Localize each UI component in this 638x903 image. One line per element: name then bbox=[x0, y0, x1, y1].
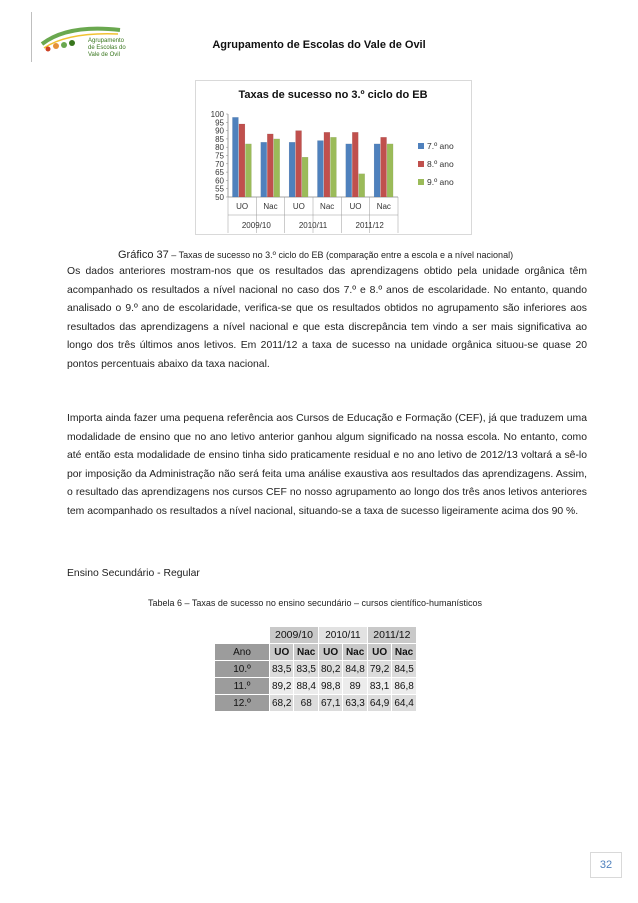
paragraph-2: Importa ainda fazer uma pequena referência aos Cursos de Educação e Formação (CEF), já que traduzem uma modalidade de ensino que no ano letivo anterior ganhou algum significado na nossa escola. No entanto, como até então esta modalidade de ensino tinha sido praticamente residual e no ano letivo de 2012/13 voltará a sê-lo por imposição da Administração não será feita uma análise exaustiva aos resultados das aprendizagens. Assim, o resultado das aprendizagens nos cursos CEF no nosso agrupamento ao longo dos três anos letivos anteriores tem acompanhado os resultados a nível nacional, situando-se a taxa de sucesso ligeiramente acima dos 90 %. bbox=[67, 413, 587, 517]
table-cell: 88,4 bbox=[294, 678, 318, 695]
bar bbox=[317, 141, 323, 197]
section-heading: Ensino Secundário - Regular bbox=[67, 568, 200, 579]
bar bbox=[346, 144, 352, 197]
x-tick-label: Nac bbox=[263, 202, 278, 211]
page-number: 32 bbox=[590, 852, 622, 878]
table-year-header: 2010/11 bbox=[318, 627, 367, 644]
paragraph-1: Os dados anteriores mostram-nos que os resultados das aprendizagens obtido pela unidade orgânica têm acompanhado os resultados a nível nacional no caso dos 7.º e 8.º anos de escolaridade. No entanto, quando analisado o 9.º ano de escolaridade, verifica-se que os resultados obtidos no agrupamento são inferiores aos resultados das aprendizagens a nível nacional e que esta discrepância tem vindo a ser mais significativa ao longo dos três últimos anos letivos. Em 2011/12 a taxa de sucesso na unidade orgânica situou-se quase 20 pontos percentuais abaixo da taxa nacional. bbox=[67, 266, 587, 370]
y-tick-label: 60 bbox=[215, 176, 224, 186]
table-subheader: UO bbox=[318, 644, 342, 661]
y-tick-label: 50 bbox=[215, 193, 224, 202]
table-cell: 83,5 bbox=[270, 661, 294, 678]
x-tick-label: UO bbox=[349, 202, 362, 211]
table-cell: 98,8 bbox=[318, 678, 342, 695]
table-row-label: 10.º bbox=[215, 661, 270, 678]
results-table bbox=[214, 626, 417, 712]
bar bbox=[330, 137, 336, 197]
bar bbox=[302, 157, 308, 197]
bar bbox=[267, 134, 273, 197]
x-tick-label: UO bbox=[236, 202, 249, 211]
table-cell: 84,8 bbox=[343, 661, 367, 678]
table-cell: 64,9 bbox=[367, 695, 391, 712]
chart-title: Taxas de sucesso no 3.º ciclo do EB bbox=[238, 89, 428, 101]
bar bbox=[359, 174, 365, 197]
table-corner-blank bbox=[215, 627, 270, 644]
table-cell: 63,3 bbox=[343, 695, 367, 712]
y-tick-label: 65 bbox=[215, 168, 224, 178]
success-rate-chart bbox=[195, 80, 472, 235]
x-tick-label: UO bbox=[292, 202, 305, 211]
table-subheader: Nac bbox=[392, 644, 416, 661]
chart-canvas bbox=[196, 81, 471, 234]
table-cell: 89 bbox=[343, 678, 367, 695]
y-tick-label: 95 bbox=[215, 118, 224, 128]
y-tick-label: 90 bbox=[215, 126, 224, 136]
table-cell: 68 bbox=[294, 695, 318, 712]
left-margin-rule bbox=[31, 12, 32, 62]
table-row bbox=[215, 678, 417, 695]
bar bbox=[374, 144, 380, 197]
table-caption: Tabela 6 – Taxas de sucesso no ensino secundário – cursos científico-humanísticos bbox=[148, 598, 483, 608]
x-group-label: 2011/12 bbox=[355, 221, 384, 230]
bar bbox=[232, 117, 238, 197]
table-row-label: 11.º bbox=[215, 678, 270, 695]
x-tick-label: Nac bbox=[320, 202, 335, 211]
table-cell: 89,2 bbox=[270, 678, 294, 695]
bar bbox=[324, 132, 330, 197]
table-subheader: Nac bbox=[343, 644, 367, 661]
y-tick-label: 100 bbox=[210, 110, 224, 119]
logo-line-1: Agrupamento bbox=[88, 38, 125, 44]
table-cell: 83,5 bbox=[294, 661, 318, 678]
y-tick-label: 55 bbox=[215, 184, 224, 194]
legend-label: 7.º ano bbox=[427, 141, 454, 151]
table-cell: 68,2 bbox=[270, 695, 294, 712]
figure-caption-lead: Gráfico 37 bbox=[118, 249, 169, 261]
bar bbox=[274, 139, 280, 197]
table-cell: 64,4 bbox=[392, 695, 416, 712]
y-tick-label: 70 bbox=[215, 159, 224, 169]
legend-swatch bbox=[418, 179, 424, 185]
table-row-label: 12.º bbox=[215, 695, 270, 712]
table-row bbox=[215, 661, 417, 678]
y-tick-label: 75 bbox=[215, 151, 224, 161]
bar bbox=[245, 144, 251, 197]
table-row bbox=[215, 695, 417, 712]
bar bbox=[387, 144, 393, 197]
y-tick-label: 85 bbox=[215, 134, 224, 144]
table-cell: 86,8 bbox=[392, 678, 416, 695]
table-cell: 67,1 bbox=[318, 695, 342, 712]
table-cell: 79,2 bbox=[367, 661, 391, 678]
table-cell: 80,2 bbox=[318, 661, 342, 678]
table-corner-label: Ano bbox=[215, 644, 270, 661]
y-tick-label: 80 bbox=[215, 143, 224, 153]
x-group-label: 2009/10 bbox=[241, 221, 271, 230]
table-year-row bbox=[215, 627, 417, 644]
figure-caption-text: – Taxas de sucesso no 3.º ciclo do EB (comparação entre a escola e a nível nacional) bbox=[168, 250, 514, 260]
x-group-label: 2010/11 bbox=[298, 221, 328, 230]
figure-caption bbox=[118, 249, 513, 261]
bar bbox=[296, 131, 302, 197]
x-tick-label: Nac bbox=[376, 202, 391, 211]
table-cell: 84,5 bbox=[392, 661, 416, 678]
bar bbox=[239, 124, 245, 197]
bar bbox=[352, 132, 358, 197]
table-subheader: UO bbox=[270, 644, 294, 661]
table-subheader: UO bbox=[367, 644, 391, 661]
bar bbox=[289, 142, 295, 197]
logo-line-2: de Escolas do bbox=[88, 45, 126, 51]
legend-label: 9.º ano bbox=[427, 177, 454, 187]
bar bbox=[261, 142, 267, 197]
table-year-header: 2009/10 bbox=[270, 627, 319, 644]
header-title: Agrupamento de Escolas do Vale de Ovil bbox=[212, 39, 426, 51]
legend-swatch bbox=[418, 143, 424, 149]
logo-line-3: Vale de Ovil bbox=[88, 52, 120, 58]
table-cell: 83,1 bbox=[367, 678, 391, 695]
legend-label: 8.º ano bbox=[427, 159, 454, 169]
table-subheader-row bbox=[215, 644, 417, 661]
legend-swatch bbox=[418, 161, 424, 167]
table-year-header: 2011/12 bbox=[367, 627, 416, 644]
table-subheader: Nac bbox=[294, 644, 318, 661]
bar bbox=[381, 137, 387, 197]
